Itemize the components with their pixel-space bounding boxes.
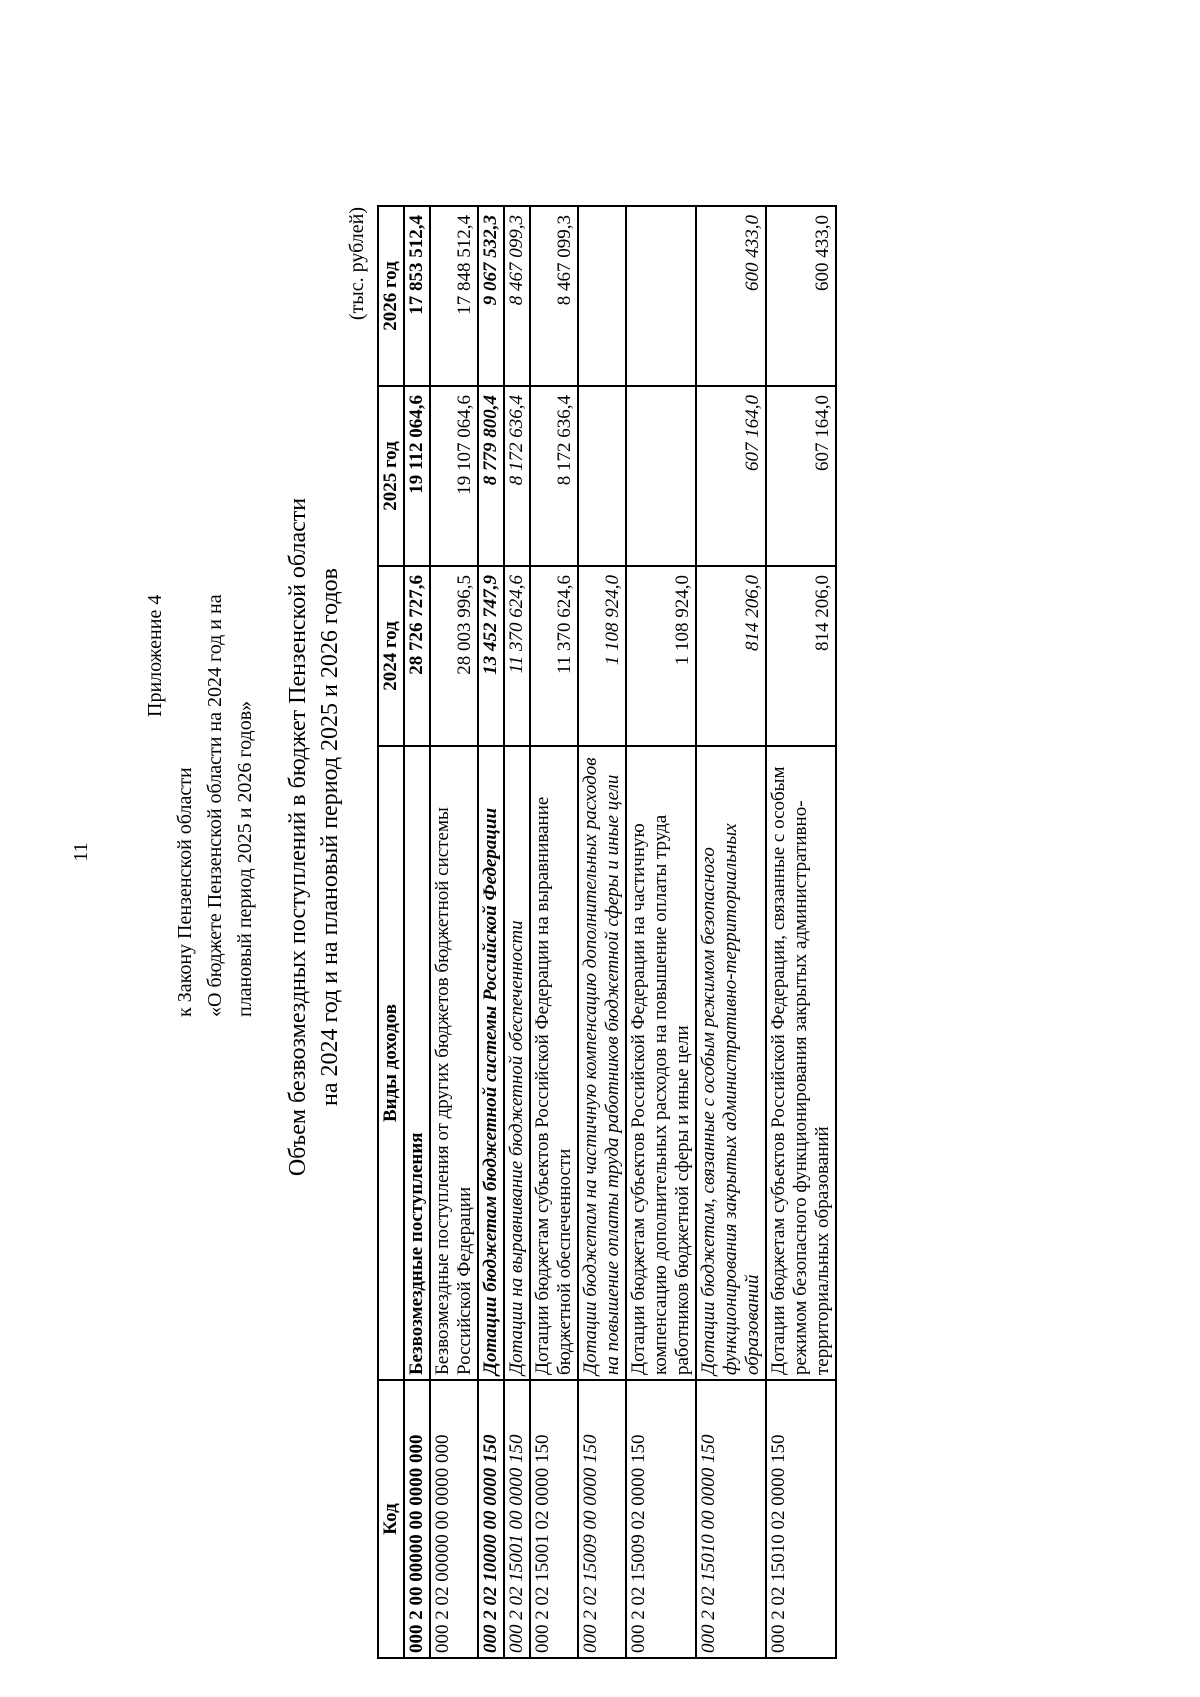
table-row	[696, 206, 766, 1658]
table-row	[504, 206, 530, 1658]
cell-name: Дотации бюджетам на частичную компенсацию дополнительных расходов на повышение оплаты труда работников бюджетной сферы и иные цели	[578, 746, 626, 1380]
cell-2024: 28 726 727,6	[404, 566, 430, 746]
cell-code: 000 2 02 15009 02 0000 150	[626, 1380, 696, 1658]
cell-code: 000 2 02 15010 02 0000 150	[766, 1380, 836, 1658]
appendix-line: к Закону Пензенской области	[174, 767, 196, 1017]
cell-code: 000 2 00 00000 00 0000 000	[404, 1380, 430, 1658]
cell-name: Безвозмездные поступления от других бюджетов бюджетной системы Российской Федерации	[430, 746, 478, 1380]
cell-name: Дотации бюджетам, связанные с особым режимом безопасного функционирования закрытых административно-территориальных образований	[696, 746, 766, 1380]
cell-2025: 607 164,0	[696, 386, 766, 566]
cell-2024: 1 108 924,0	[626, 566, 696, 746]
cell-code: 000 2 02 15010 00 0000 150	[696, 1380, 766, 1658]
cell-2026: 17 848 512,4	[430, 206, 478, 386]
cell-name: Дотации на выравнивание бюджетной обеспеченности	[504, 746, 530, 1380]
cell-2025: 8 779 800,4	[478, 386, 504, 566]
cell-2025	[626, 386, 696, 566]
appendix-block	[140, 97, 260, 1017]
cell-2026: 8 467 099,3	[530, 206, 578, 386]
cell-2025: 607 164,0	[766, 386, 836, 566]
cell-2026	[626, 206, 696, 386]
cell-2025: 19 107 064,6	[430, 386, 478, 566]
table-row	[626, 206, 696, 1658]
cell-code: 000 2 02 15001 02 0000 150	[530, 1380, 578, 1658]
table-header-row	[378, 206, 404, 1658]
units-label: (тыс. рублей)	[346, 207, 368, 321]
cell-2025: 8 172 636,4	[504, 386, 530, 566]
page-number: 11	[70, 842, 92, 862]
table-row	[404, 206, 430, 1658]
cell-2026: 8 467 099,3	[504, 206, 530, 386]
cell-2024: 11 370 624,6	[530, 566, 578, 746]
appendix-line: Приложение 4	[144, 594, 166, 717]
cell-2024: 11 370 624,6	[504, 566, 530, 746]
title-line: Объем безвозмездных поступлений в бюджет Пензенской области	[285, 497, 311, 1177]
table-row	[478, 206, 504, 1658]
cell-2026: 600 433,0	[766, 206, 836, 386]
table-row	[430, 206, 478, 1658]
header-2025: 2025 год	[378, 386, 404, 566]
revenue-table	[377, 205, 837, 1659]
cell-2024: 13 452 747,9	[478, 566, 504, 746]
cell-2026: 600 433,0	[696, 206, 766, 386]
cell-name: Дотации бюджетам субъектов Российской Федерации на выравнивание бюджетной обеспеченности	[530, 746, 578, 1380]
cell-name: Дотации бюджетам субъектов Российской Федерации на частичную компенсацию дополнительных расходов на повышение оплаты труда работников бюджетной сферы и иные цели	[626, 746, 696, 1380]
cell-2024: 28 003 996,5	[430, 566, 478, 746]
cell-2024: 814 206,0	[766, 566, 836, 746]
appendix-line: плановый период 2025 и 2026 годов»	[234, 700, 256, 1017]
cell-name: Дотации бюджетам субъектов Российской Федерации, связанные с особым режимом безопасного функционирования закрытых административно-территориальных образований	[766, 746, 836, 1380]
table-row	[766, 206, 836, 1658]
appendix-line: «О бюджете Пензенской области на 2024 год и на	[204, 594, 226, 1017]
title-line: на 2024 год и на плановый период 2025 и 2026 годов	[317, 567, 343, 1107]
header-2024: 2024 год	[378, 566, 404, 746]
cell-2024: 1 108 924,0	[578, 566, 626, 746]
cell-2025: 19 112 064,6	[404, 386, 430, 566]
cell-2026: 17 853 512,4	[404, 206, 430, 386]
cell-2026: 9 067 532,3	[478, 206, 504, 386]
cell-code: 000 2 02 15009 00 0000 150	[578, 1380, 626, 1658]
cell-code: 000 2 02 10000 00 0000 150	[478, 1380, 504, 1658]
table-row	[578, 206, 626, 1658]
table-row	[530, 206, 578, 1658]
cell-name: Безвозмездные поступления	[404, 746, 430, 1380]
cell-code: 000 2 02 15001 00 0000 150	[504, 1380, 530, 1658]
header-kind: Виды доходов	[378, 746, 404, 1380]
document-title	[282, 277, 346, 1397]
header-code: Код	[378, 1380, 404, 1658]
cell-code: 000 2 02 00000 00 0000 000	[430, 1380, 478, 1658]
header-2026: 2026 год	[378, 206, 404, 386]
cell-2026	[578, 206, 626, 386]
cell-name: Дотации бюджетам бюджетной системы Российской Федерации	[478, 746, 504, 1380]
cell-2024: 814 206,0	[696, 566, 766, 746]
cell-2025	[578, 386, 626, 566]
cell-2025: 8 172 636,4	[530, 386, 578, 566]
